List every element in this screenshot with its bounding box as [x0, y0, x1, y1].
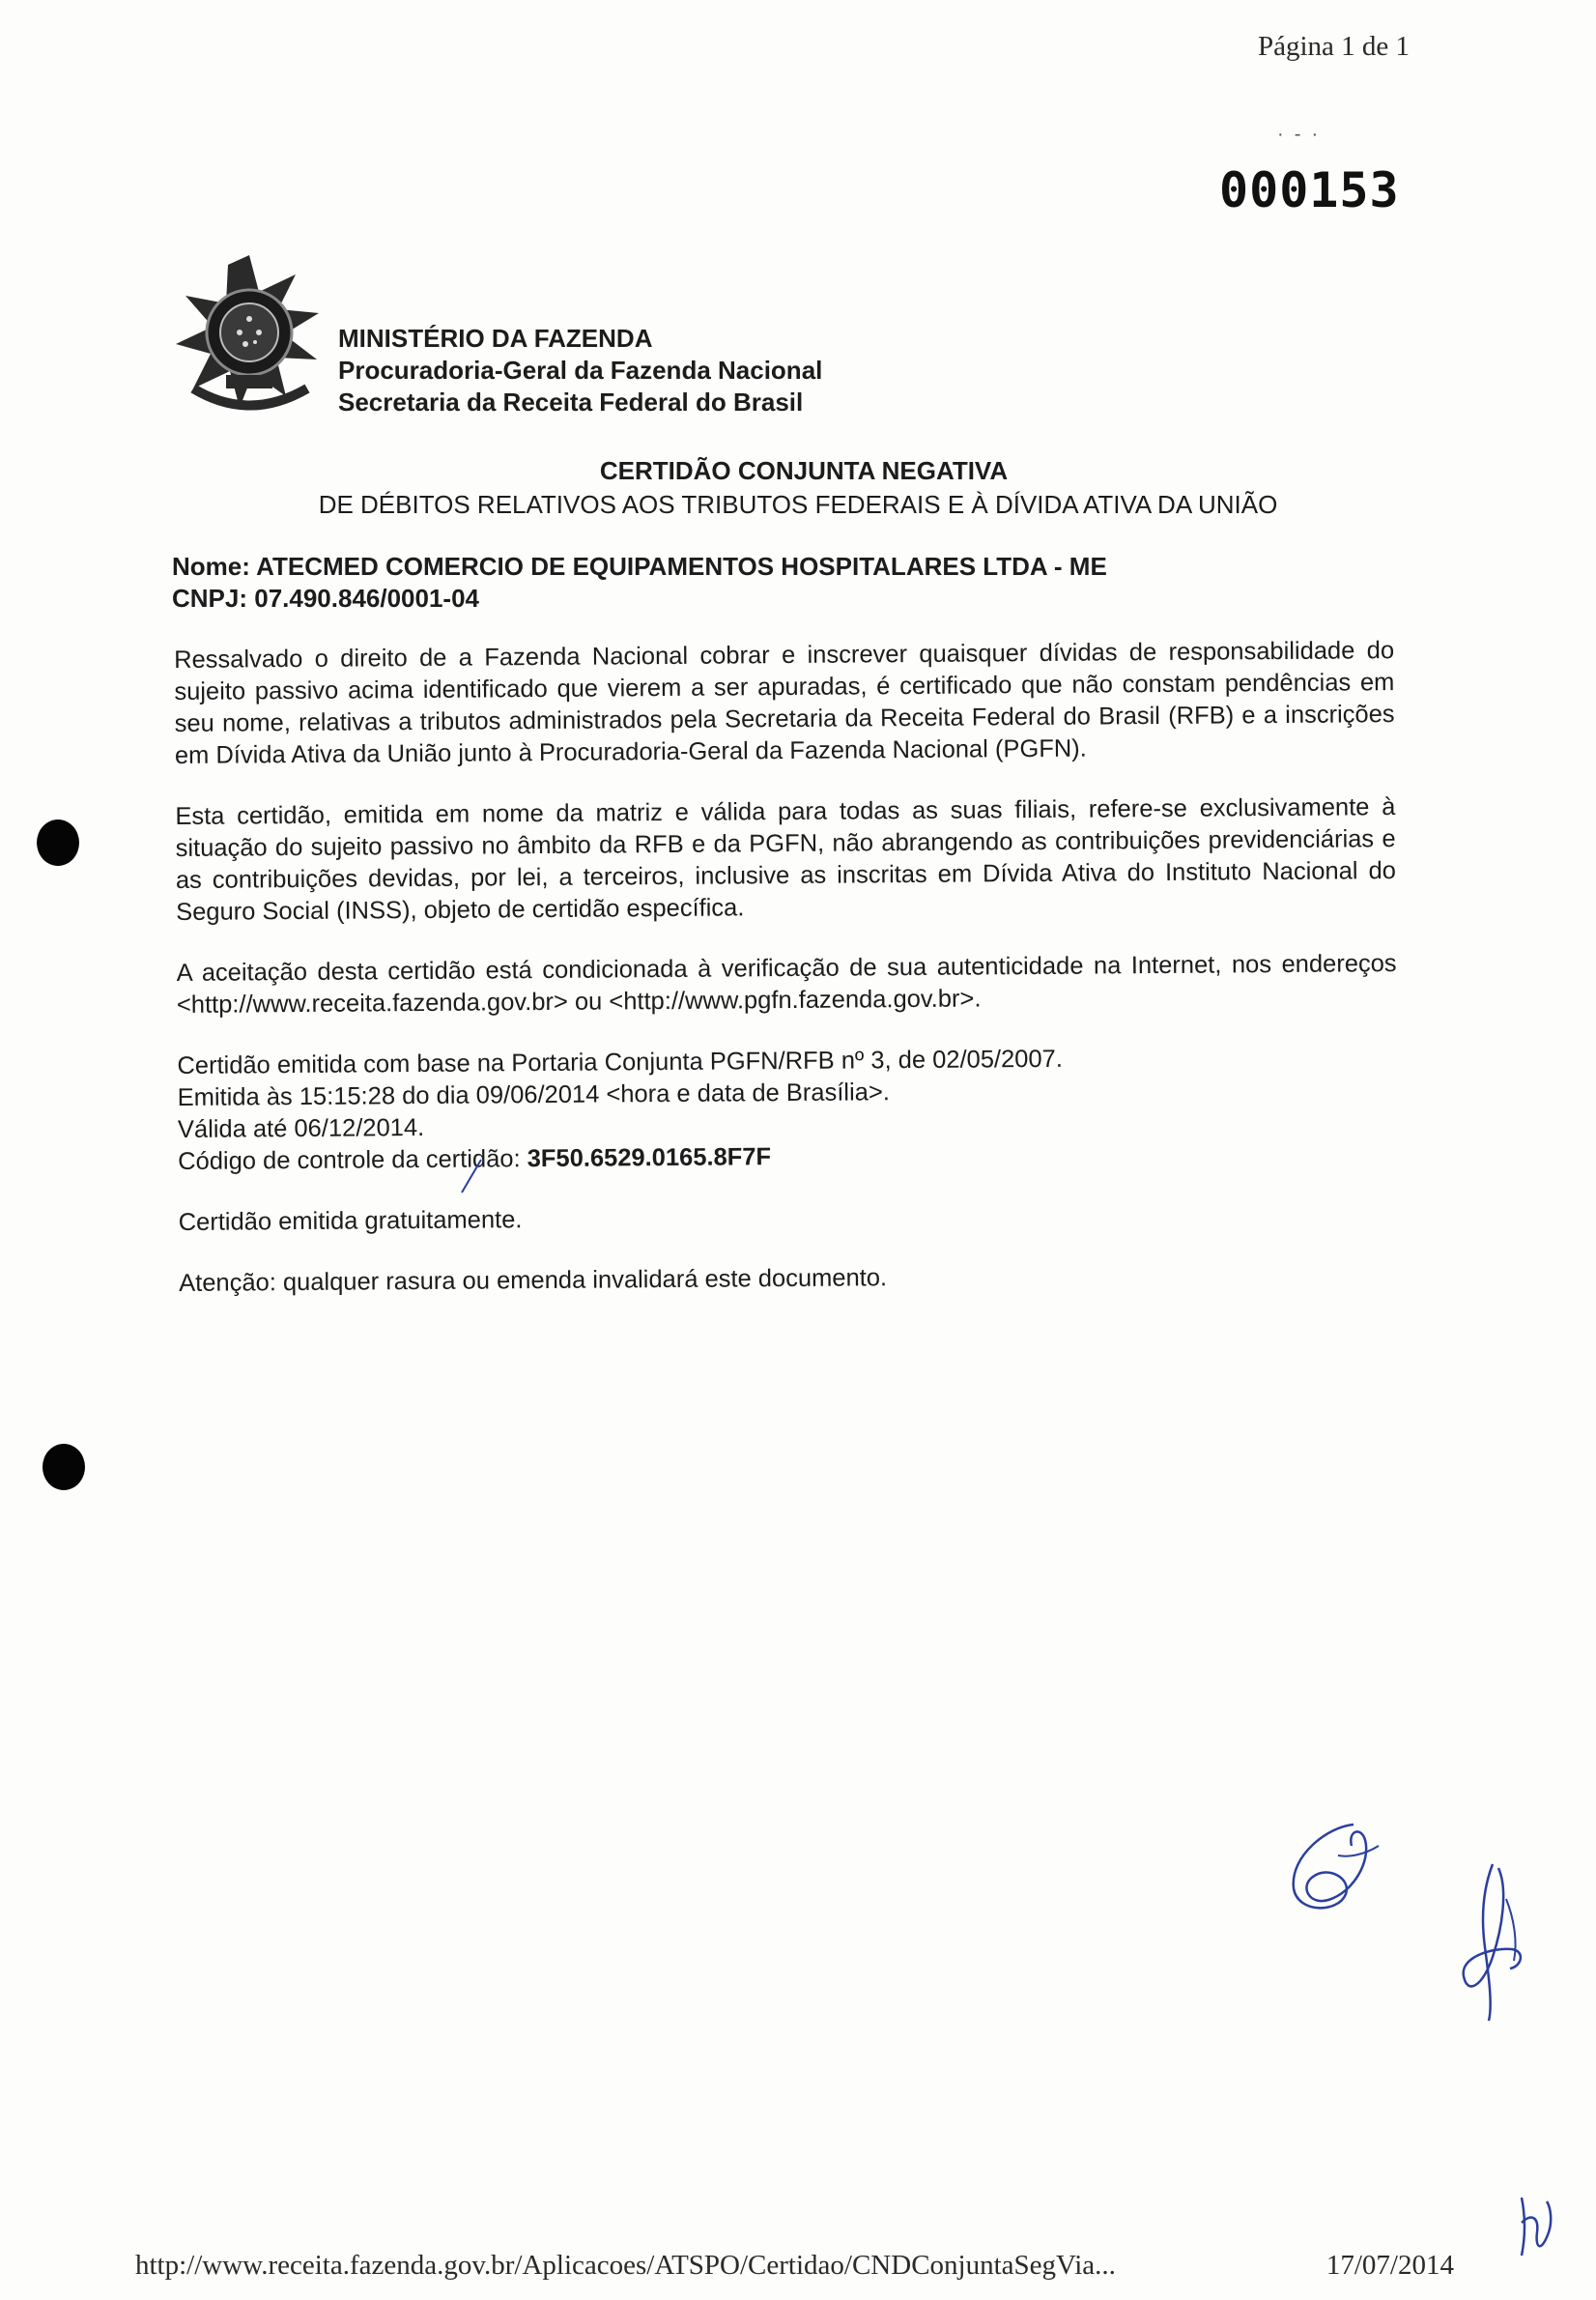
handwritten-initials-corner [1512, 2194, 1560, 2261]
footer-url: http://www.receita.fazenda.gov.br/Aplicacoes/ATSPO/Certidao/CNDConjuntaSegVia... [135, 2250, 1116, 2281]
print-footer [135, 2250, 1454, 2282]
handwritten-initials-signature [1270, 1817, 1386, 1923]
certificate-body [174, 635, 1400, 1329]
valid-until: Válida até 06/12/2014. [177, 1113, 425, 1143]
paragraph-disclaimer: Ressalvado o direito de a Fazenda Nacional cobrar e inscrever quaisquer dívidas de responsabilidade do sujeito passivo acima identificado que vierem a ser apuradas, é certificado que não constam pendências em seu nome, relativas a tributos administrados pela Secretaria da Receita Federal do Brasil (RFB) e a inscrições em Dívida Ativa da União junto à Procuradoria-Geral da Fazenda Nacional (PGFN). [174, 637, 1395, 769]
handwritten-tick-mark [458, 1158, 485, 1196]
ministry-name: MINISTÉRIO DA FAZENDA [338, 324, 653, 353]
taxpayer-identification [172, 551, 1107, 615]
page-number: Página 1 de 1 [1258, 31, 1411, 62]
title-line-1: CERTIDÃO CONJUNTA NEGATIVA [599, 456, 1009, 485]
footer-date: 17/07/2014 [1325, 2250, 1454, 2281]
punch-hole [37, 819, 79, 866]
free-issuance-note: Certidão emitida gratuitamente. [178, 1206, 523, 1236]
stamp-number: 000153 [1219, 162, 1400, 218]
pgfn-name: Procuradoria-Geral da Fazenda Nacional [338, 356, 823, 385]
rfb-name: Secretaria da Receita Federal do Brasil [338, 388, 804, 417]
paragraph-scope: Esta certidão, emitida em nome da matriz e válida para todas as suas filiais, refere-se exclusivamente à situação do sujeito passivo no âmbito da RFB e da PGFN, não abrangendo as contribuições previdenciárias e as contribuições devidas, por lei, a terceiros, inclusive as inscritas em Dívida Ativa do Instituto Nacional do Seguro Social (INSS), objeto de certidão específica. [175, 793, 1396, 926]
title-line-2: DE DÉBITOS RELATIVOS AOS TRIBUTOS FEDERAIS E À DÍVIDA ATIVA DA UNIÃO [318, 490, 1278, 519]
control-code-label: Código de controle da certidão: [178, 1145, 521, 1175]
punch-hole [43, 1444, 85, 1490]
tamper-warning: Atenção: qualquer rasura ou emenda invalidará este documento. [179, 1264, 888, 1297]
issuing-agency-header [338, 323, 822, 418]
legal-basis: Certidão emitida com base na Portaria Conjunta PGFN/RFB nº 3, de 02/05/2007. [177, 1045, 1063, 1079]
handwritten-signature [1454, 1860, 1541, 2025]
issued-at: Emitida às 15:15:28 do dia 09/06/2014 <hora e data de Brasília>. [177, 1078, 890, 1111]
paragraph-authenticity: A aceitação desta certidão está condicionada à verificação de sua autenticidade na Internet, nos endereços <http://www.receita.fazenda.gov.br> ou <http://www.pgfn.fazenda.gov.br>. [176, 950, 1397, 1019]
coat-of-arms-icon [172, 253, 327, 417]
taxpayer-cnpj: CNPJ: 07.490.846/0001-04 [172, 584, 480, 613]
issuance-details [177, 1041, 1398, 1178]
certificate-title [0, 454, 1596, 522]
control-code: 3F50.6529.0165.8F7F [527, 1143, 772, 1173]
taxpayer-name: Nome: ATECMED COMERCIO DE EQUIPAMENTOS HOSPITALARES LTDA - ME [172, 552, 1107, 581]
stamp-marks: · - · [1277, 124, 1319, 145]
